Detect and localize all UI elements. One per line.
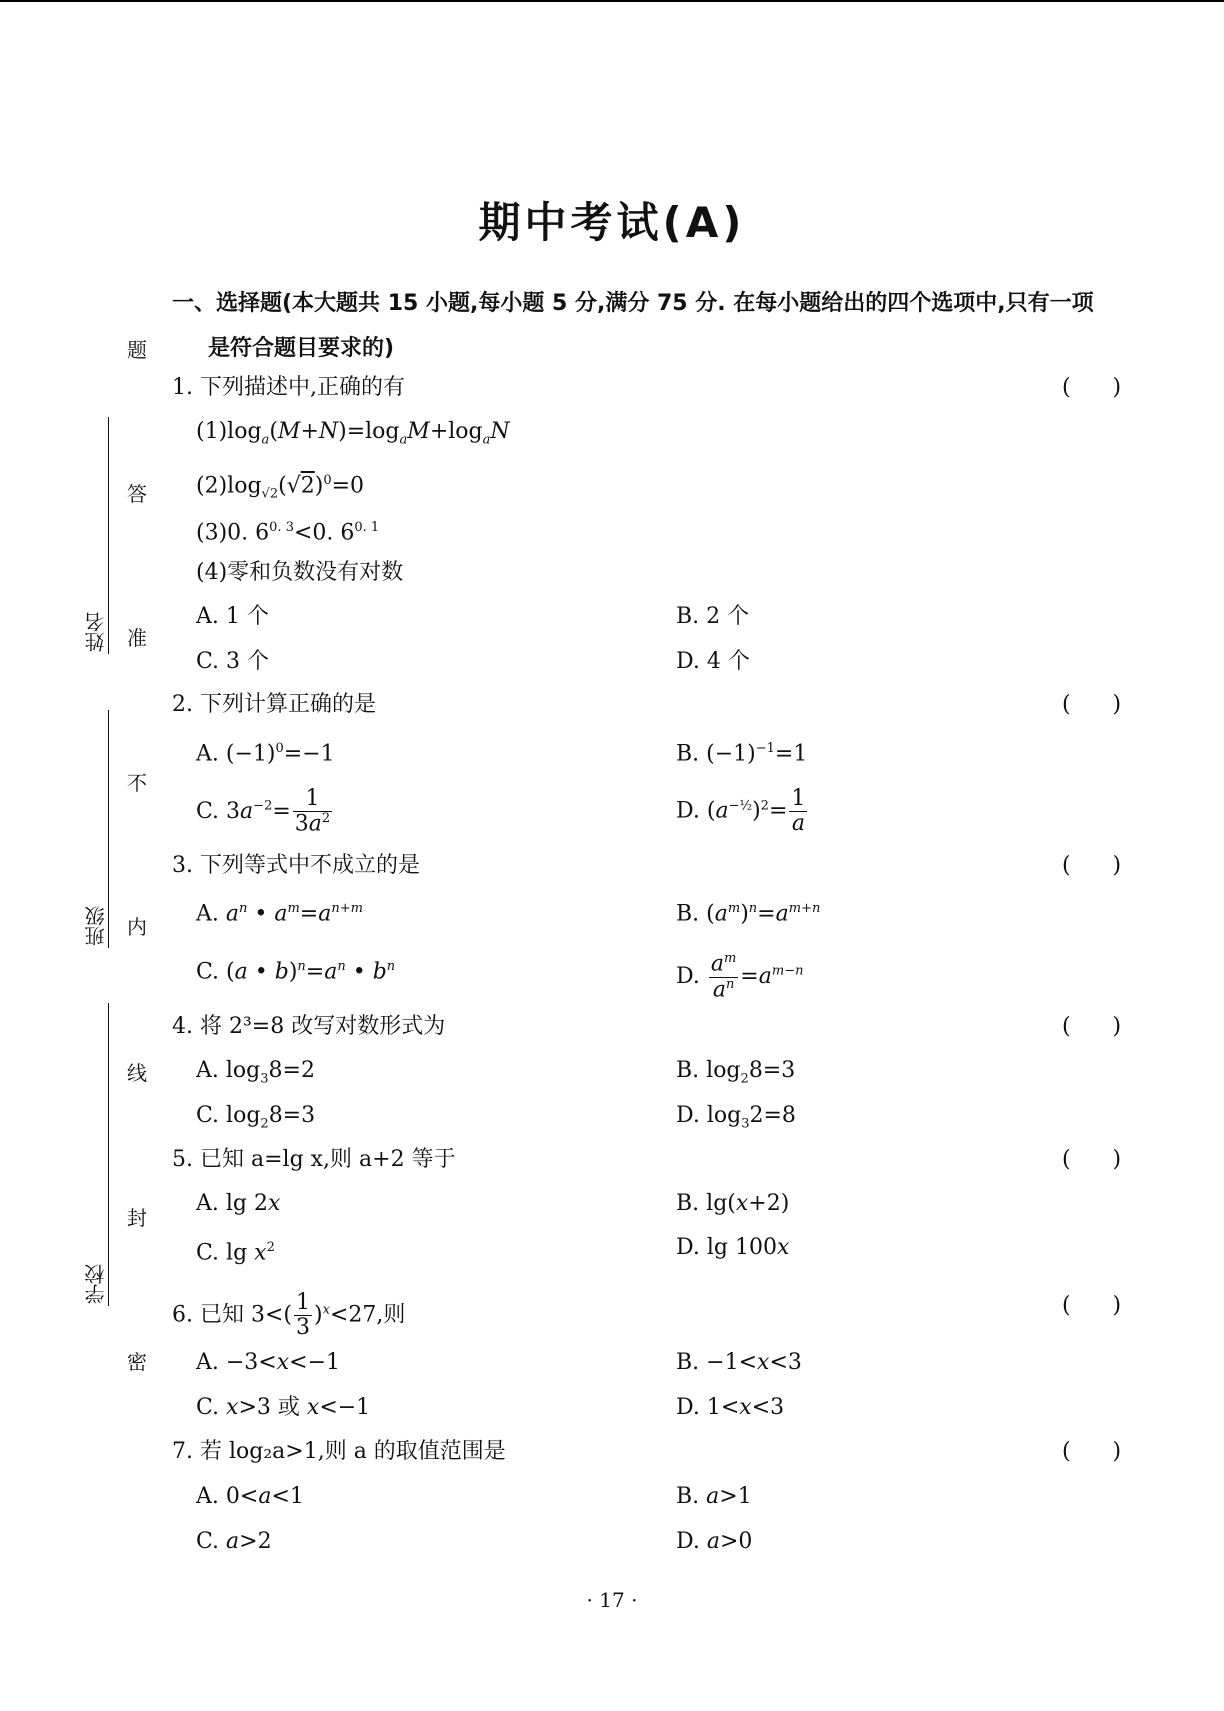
q3-option-b[interactable]: B. $(a^m)^n=a^{m+n}$ bbox=[676, 901, 821, 927]
seal-char-5: 内 bbox=[127, 915, 147, 939]
q7-option-c[interactable]: C. a>2 bbox=[196, 1529, 272, 1554]
school-underline bbox=[108, 1003, 109, 1306]
q4-option-a[interactable]: A. $\log_38=2$ bbox=[196, 1058, 315, 1087]
q7-answer-bracket[interactable]: ( ) bbox=[1062, 1439, 1122, 1464]
q3-option-a[interactable]: A. $a^n$ • $a^m=a^{n+m}$ bbox=[196, 901, 363, 927]
seal-char-7: 封 bbox=[127, 1206, 147, 1230]
q7-option-a[interactable]: A. 0<a<1 bbox=[196, 1484, 304, 1509]
q6-stem: 6. 已知 3<( $\frac{1}{3}$ )$^x$<27,则 bbox=[172, 1290, 406, 1341]
seal-char-6: 线 bbox=[127, 1061, 147, 1085]
q1-answer-bracket[interactable]: ( ) bbox=[1062, 375, 1122, 400]
q1-stem: 1. 下列描述中,正确的有 bbox=[172, 375, 405, 400]
q2-option-d[interactable]: D. $(a^{-\frac{1}{2}})^2=$ $\frac{1}{a}$ bbox=[676, 786, 806, 837]
q4-option-c[interactable]: C. $\log_28=3$ bbox=[196, 1103, 316, 1132]
q2-option-a[interactable]: A. $(-1)^0=-1$ bbox=[196, 741, 335, 767]
q4-option-b[interactable]: B. $\log_28=3$ bbox=[676, 1058, 796, 1087]
q5-option-a[interactable]: A. lg 2x bbox=[196, 1191, 281, 1216]
q5-option-d[interactable]: D. lg 100x bbox=[676, 1235, 790, 1260]
q5-option-b[interactable]: B. lg(x+2) bbox=[676, 1191, 790, 1216]
seal-char-3: 准 bbox=[127, 626, 147, 650]
section-heading bbox=[172, 281, 1137, 371]
class-underline bbox=[108, 710, 109, 948]
q5-stem: 5. 已知 a=lg x,则 a+2 等于 bbox=[172, 1147, 456, 1172]
q1-item-4: (4)零和负数没有对数 bbox=[196, 560, 404, 585]
section-heading-line2: 是符合题目要求的) bbox=[208, 336, 395, 361]
page-number: · 17 · bbox=[586, 1588, 638, 1612]
q4-answer-bracket[interactable]: ( ) bbox=[1062, 1014, 1122, 1039]
q3-option-d[interactable]: D. $\frac{a^m}{a^n}$ $=a^{m-n}$ bbox=[676, 951, 804, 1002]
field-school-label: 学校 bbox=[84, 1264, 108, 1304]
q2-stem: 2. 下列计算正确的是 bbox=[172, 692, 376, 717]
q3-stem: 3. 下列等式中不成立的是 bbox=[172, 853, 420, 878]
page-title: 期中考试(A) bbox=[478, 198, 746, 247]
field-name-label: 姓名 bbox=[84, 612, 108, 652]
q6-option-c[interactable]: C. x>3 或 x<−1 bbox=[196, 1395, 371, 1420]
q1-item-2: $(2)\log_{√2}(√2)^0=0$ bbox=[196, 473, 365, 502]
q5-option-c[interactable]: C. $\lg x^2$ bbox=[196, 1240, 275, 1266]
seal-char-8: 密 bbox=[127, 1350, 147, 1374]
q2-option-c[interactable]: C. $3a^{-2}=$ $\frac{1}{3a^2}$ bbox=[196, 786, 331, 837]
seal-char-1: 题 bbox=[127, 338, 147, 362]
q5-answer-bracket[interactable]: ( ) bbox=[1062, 1147, 1122, 1172]
section-heading-line1: 一、选择题(本大题共 15 小题,每小题 5 分,满分 75 分. 在每小题给出的四个选项中,只有一项 bbox=[172, 291, 1094, 316]
q7-option-b[interactable]: B. a>1 bbox=[676, 1484, 752, 1509]
q7-stem: 7. 若 log₂a>1,则 a 的取值范围是 bbox=[172, 1439, 506, 1464]
q2-answer-bracket[interactable]: ( ) bbox=[1062, 692, 1122, 717]
q6-option-b[interactable]: B. −1<x<3 bbox=[676, 1350, 802, 1375]
q1-option-c[interactable]: C. 3 个 bbox=[196, 649, 270, 674]
field-class-label: 班级 bbox=[84, 906, 108, 946]
seal-char-4: 不 bbox=[127, 771, 147, 795]
q1-option-a[interactable]: A. 1 个 bbox=[196, 604, 269, 629]
q6-answer-bracket[interactable]: ( ) bbox=[1062, 1293, 1122, 1318]
q3-option-c[interactable]: C. (a • $b)^n=a^n$ • $b^n$ bbox=[196, 959, 396, 985]
q2-option-b[interactable]: B. $(-1)^{-1}=1$ bbox=[676, 741, 808, 767]
q7-option-d[interactable]: D. a>0 bbox=[676, 1529, 753, 1554]
q6-option-a[interactable]: A. −3<x<−1 bbox=[196, 1350, 341, 1375]
top-rule bbox=[0, 0, 1224, 2]
q1-option-d[interactable]: D. 4 个 bbox=[676, 649, 750, 674]
q4-option-d[interactable]: D. $\log_32=8$ bbox=[676, 1103, 796, 1132]
q6-option-d[interactable]: D. 1<x<3 bbox=[676, 1395, 785, 1420]
q4-stem: 4. 将 2³=8 改写对数形式为 bbox=[172, 1014, 446, 1039]
q1-option-b[interactable]: B. 2 个 bbox=[676, 604, 750, 629]
name-underline bbox=[108, 417, 109, 654]
q1-item-1: $(1)\log_a(M+N)=\log_aM+\log_aN$ bbox=[196, 419, 510, 448]
q3-answer-bracket[interactable]: ( ) bbox=[1062, 853, 1122, 878]
seal-char-2: 答 bbox=[127, 482, 147, 506]
q1-item-3: (3)0. $6^{0. 3}<0$. $6^{0. 1}$ bbox=[196, 520, 380, 546]
